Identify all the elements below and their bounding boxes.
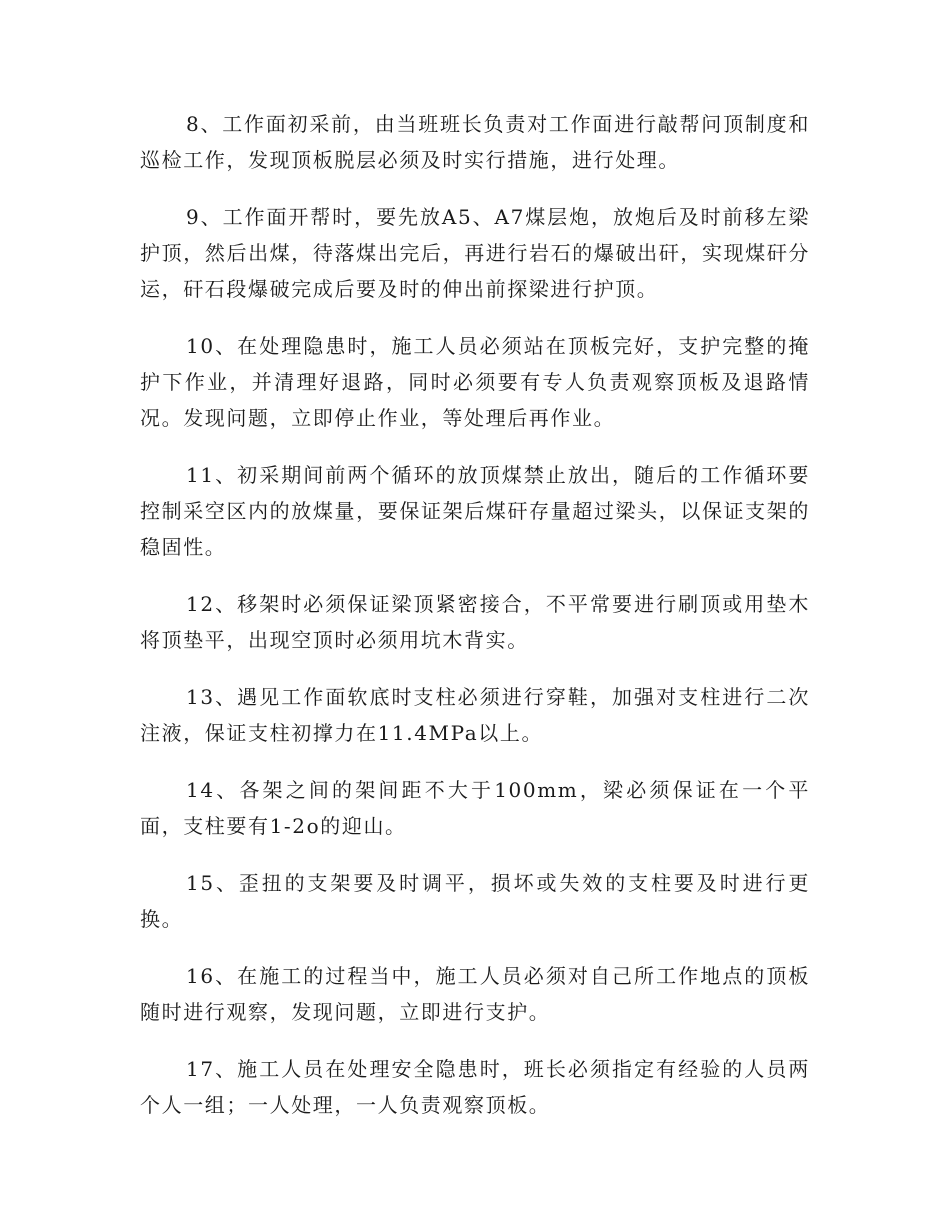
paragraph-15: 15、歪扭的支架要及时调平，损坏或失效的支柱要及时进行更换。	[140, 871, 810, 931]
paragraph-9: 9、工作面开帮时，要先放A5、A7煤层炮，放炮后及时前移左梁护顶，然后出煤，待落煤出完后，再进行岩石的爆破出矸，实现煤矸分运，矸石段爆破完成后要及时的伸出前探梁进行护顶。	[140, 205, 810, 301]
paragraph-17: 17、施工人员在处理安全隐患时，班长必须指定有经验的人员两个人一组；一人处理，一人负责观察顶板。	[140, 1057, 810, 1117]
paragraph-16: 16、在施工的过程当中，施工人员必须对自己所工作地点的顶板随时进行观察，发现问题，立即进行支护。	[140, 964, 810, 1024]
paragraph-8: 8、工作面初采前，由当班班长负责对工作面进行敲帮问顶制度和巡检工作，发现顶板脱层必须及时实行措施，进行处理。	[140, 112, 810, 172]
paragraph-13: 13、遇见工作面软底时支柱必须进行穿鞋，加强对支柱进行二次注液，保证支柱初撑力在11.4MPa以上。	[140, 685, 810, 745]
document-body	[140, 106, 810, 1144]
paragraph-11: 11、初采期间前两个循环的放顶煤禁止放出，随后的工作循环要控制采空区内的放煤量，要保证架后煤矸存量超过梁头，以保证支架的稳固性。	[140, 463, 810, 559]
paragraph-10: 10、在处理隐患时，施工人员必须站在顶板完好，支护完整的掩护下作业，并清理好退路，同时必须要有专人负责观察顶板及退路情况。发现问题，立即停止作业，等处理后再作业。	[140, 334, 810, 430]
paragraph-14: 14、各架之间的架间距不大于100mm，梁必须保证在一个平面，支柱要有1-2o的迎山。	[140, 778, 810, 838]
paragraph-12: 12、移架时必须保证梁顶紧密接合，不平常要进行刷顶或用垫木将顶垫平，出现空顶时必须用坑木背实。	[140, 592, 810, 652]
